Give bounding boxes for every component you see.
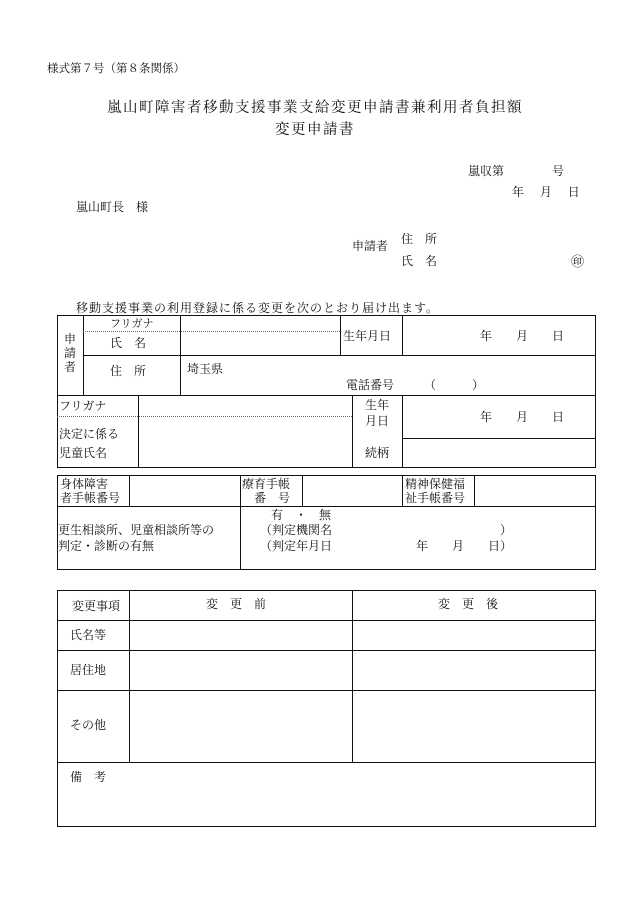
child-birth-label-2: 月日 — [365, 414, 390, 428]
address-label: 住 所 — [110, 364, 147, 378]
consultation-label-1: 更生相談所、児童相談所等の — [58, 523, 215, 537]
phone-number-field: 電話番号 （ ） — [346, 378, 485, 392]
seal-mark: ㊞ — [571, 255, 585, 270]
mental-health-label-2: 祉手帳番号 — [405, 491, 466, 505]
ryoiku-label-2: 番 号 — [254, 491, 291, 505]
birthdate-value: 年 月 日 — [480, 329, 565, 343]
child-furigana-label: フリガナ — [59, 399, 107, 413]
row-label-residence: 居住地 — [70, 663, 107, 677]
address-prefecture: 埼玉県 — [187, 362, 224, 376]
applicant-side-label-1: 申 — [64, 332, 77, 346]
applicant-label: 申請者 — [352, 239, 389, 253]
before-change-header: 変 更 前 — [206, 597, 267, 611]
yes-no-choice: 有 ・ 無 — [271, 508, 332, 522]
physical-disability-label-2: 者手帳番号 — [60, 491, 121, 505]
mental-health-label-1: 精神保健福 — [405, 477, 466, 491]
after-change-header: 変 更 後 — [438, 597, 499, 611]
judging-agency-field: （判定機関名 ） — [260, 523, 513, 537]
child-birthdate-value: 年 月 日 — [480, 410, 565, 424]
consultation-label-2: 判定・診断の有無 — [58, 539, 155, 553]
intro-text: 移動支援事業の利用登録に係る変更を次のとおり届け出ます。 — [76, 301, 440, 315]
ryoiku-label-1: 療育手帳 — [242, 477, 291, 491]
form-number: 様式第７号（第８条関係） — [47, 61, 185, 75]
form-title-line2: 変更申請書 — [275, 122, 355, 138]
furigana-label: フリガナ — [110, 317, 154, 330]
reference-number: 嵐収第 号 — [468, 164, 565, 178]
row-label-name: 氏名等 — [70, 628, 107, 642]
change-item-header: 変更事項 — [72, 599, 121, 613]
applicant-name-label: 氏 名 — [401, 254, 438, 268]
submission-date: 年 月 日 — [512, 185, 580, 199]
child-name-label-2: 児童氏名 — [59, 446, 108, 460]
child-name-label-1: 決定に係る — [59, 427, 120, 441]
physical-disability-label-1: 身体障害 — [60, 477, 109, 491]
row-label-other: その他 — [70, 718, 107, 732]
relationship-label: 続柄 — [365, 446, 390, 460]
applicant-side-label-3: 者 — [64, 360, 77, 374]
applicant-address-label: 住 所 — [401, 232, 438, 246]
birthdate-label: 生年月日 — [343, 329, 392, 343]
child-birth-label-1: 生年 — [365, 398, 390, 412]
name-label: 氏 名 — [110, 336, 147, 350]
form-title-line1: 嵐山町障害者移動支援事業支給変更申請書兼利用者負担額 — [107, 100, 523, 116]
judging-date-field: （判定年月日 年 月 日） — [260, 539, 513, 553]
applicant-side-label-2: 請 — [64, 346, 77, 360]
remarks-label: 備 考 — [70, 770, 107, 784]
addressee: 嵐山町長 様 — [76, 200, 149, 214]
